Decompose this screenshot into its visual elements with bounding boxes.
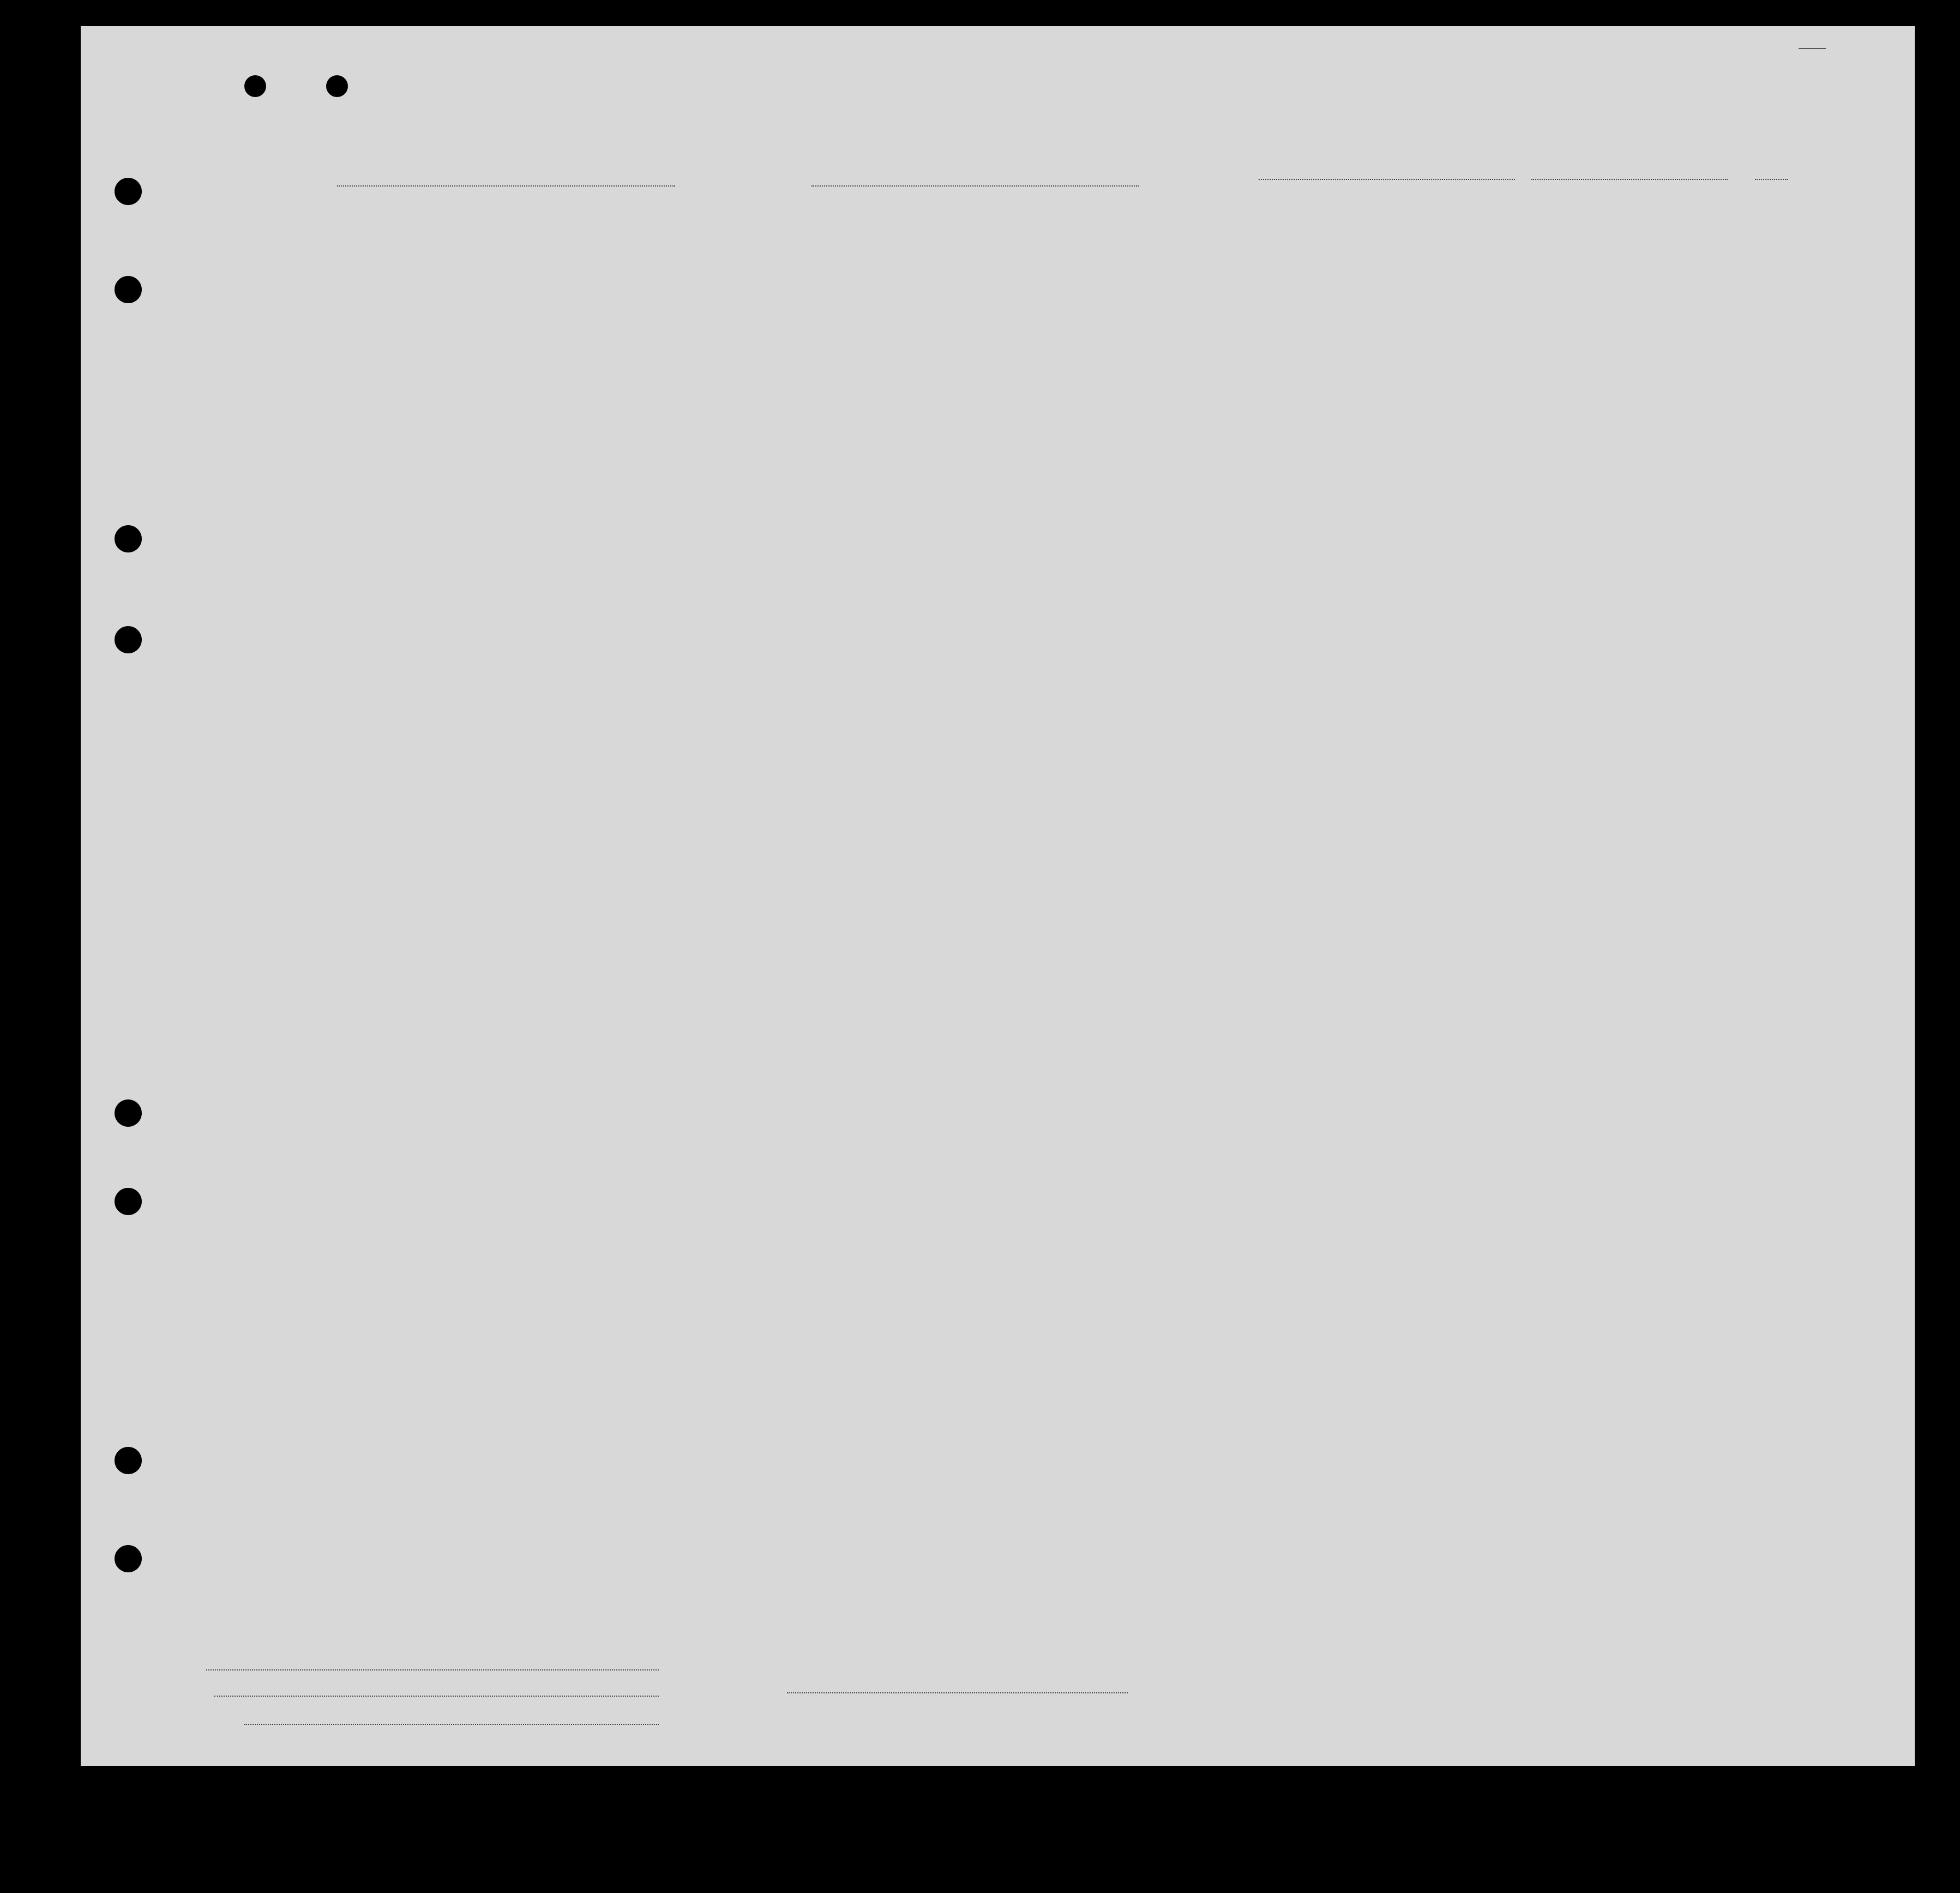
owners-rule bbox=[214, 1696, 659, 1697]
inspector-rule bbox=[787, 1692, 1128, 1693]
line-rule bbox=[206, 1669, 659, 1670]
manifest-page bbox=[81, 26, 1915, 1766]
agents-rule bbox=[244, 1724, 659, 1725]
manifest-grid bbox=[81, 26, 1915, 1766]
